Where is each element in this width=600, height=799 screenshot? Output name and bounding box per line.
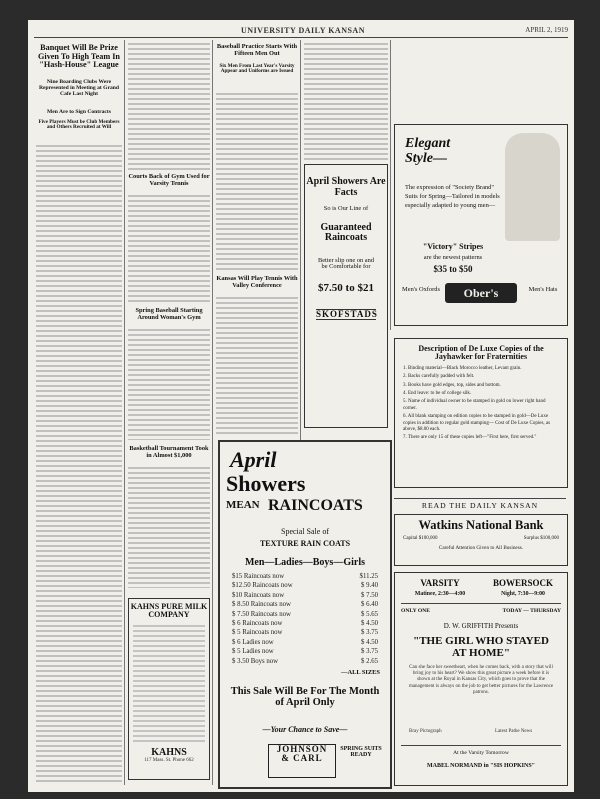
price-row-value: $ 6.40 (361, 601, 378, 609)
bank-surplus: Surplus $100,000 (523, 536, 559, 542)
bowersock-time: Night, 7:30—9:00 (501, 591, 545, 597)
price-row-value: $ 7.50 (361, 591, 378, 599)
kahns-ad-title: KAHNS PURE MILK COMPANY (130, 602, 208, 620)
price-row (232, 657, 378, 666)
bank-capital: Capital $100,000 (403, 536, 438, 542)
newspaper-page (28, 20, 574, 792)
deluxe-item: 6. All blank stamping on edition copies to be stamped in gold—De Luxe copies in addition to regular gold stamping— Cost of De Luxe Copies, as above, $8.00 each. (403, 414, 551, 433)
ad-raincoats: RAINCOATS (268, 497, 363, 514)
price-row (232, 647, 378, 656)
skofstads-logo: SKOFSTADS (316, 308, 378, 319)
deluxe-item: 2. Backs carefully padded with felt. (403, 374, 475, 380)
showers-line-1: April Showers Are Facts (306, 176, 386, 198)
price-row-label: $ 6 Raincoats now (232, 620, 283, 628)
showers-line-3: Guaranteed Raincoats (320, 221, 372, 244)
col2-headline-basketball: Basketball Tournament Took in Almost $1,000 (129, 445, 209, 459)
masthead-date: APRIL 2, 1919 (525, 26, 568, 34)
price-row-value: $11.25 (359, 573, 378, 580)
bank-name: Watkins National Bank (418, 518, 544, 532)
today-only: ONLY ONE (401, 608, 430, 614)
elegant-tag: are the newest patterns (423, 254, 483, 261)
johnson-carl-raincoat-ad (218, 440, 392, 789)
watkins-bank-ad (394, 514, 568, 566)
tomorrow-star: MABEL NORMAND in "SIS HOPKINS" (426, 763, 535, 769)
griffith-presents: D. W. GRIFFITH Presents (443, 622, 519, 630)
deluxe-item: 7. There are only 15 of these copies left—"First here, first served." (403, 435, 537, 441)
johnson-carl-logo (268, 744, 336, 778)
col2-body-text-baseball (128, 328, 210, 440)
col2-body-text-top (128, 42, 210, 170)
ad-good-for-april: This Sale Will Be For The Month of April Only (230, 686, 380, 709)
jayhawker-deluxe-notice (394, 338, 568, 488)
col2-headline-tennis: Courts Back of Gym Used for Varsity Tennis (128, 173, 210, 187)
col3-headline-tennis: Kansas Will Play Tennis With Valley Conference (216, 275, 298, 289)
gentleman-illustration (505, 133, 560, 241)
today-thursday: TODAY — THURSDAY (502, 608, 561, 614)
price-row-label: $ 3.50 Boys now (232, 657, 279, 665)
section-rule (394, 498, 566, 499)
price-row (232, 572, 378, 581)
col1-subhead: Nine Boarding Clubs Were Represented in Meeting at Grand Cafe Last Night (38, 79, 120, 97)
varsity-time: Matinee, 2:30—4:00 (414, 591, 466, 597)
price-row-label: $10 Raincoats now (232, 591, 285, 599)
bray-pictograph: Bray Pictograph (409, 729, 442, 734)
deluxe-item: 1. Binding material—Black Morocco leather, Levant grain. (403, 365, 522, 371)
price-row-label: $ 8.50 Raincoats now (232, 601, 291, 609)
bank-figures (395, 532, 567, 541)
col2-body-text-basketball (128, 466, 210, 588)
col3-body-text-tennis (216, 296, 298, 436)
price-row-label: $ 5 Raincoats now (232, 629, 283, 637)
theater-rule-2 (401, 745, 561, 746)
deluxe-item: 5. Name of individual owner to be stamped in gold on lower right hand corner. (403, 399, 546, 411)
ad-sizes: —ALL SIZES (341, 669, 380, 676)
showers-line-4: Better slip one on and be Comfortable for (317, 256, 375, 271)
elegant-style-ad (394, 124, 568, 326)
masthead-rule (34, 37, 568, 38)
price-row-label: $ 5 Ladies now (232, 648, 274, 656)
elegant-stripes: "Victory" Stripes (422, 242, 484, 251)
elegant-price: $35 to $50 (433, 264, 473, 274)
col1-subhead-3: Five Players Must be Club Members and Others Recruited at Will (38, 119, 120, 131)
skofstads-raincoat-ad (304, 164, 388, 428)
theater-ad (394, 572, 568, 786)
deluxe-list (395, 366, 567, 442)
price-row (232, 591, 378, 600)
column-rule (124, 40, 125, 785)
column-rule (212, 40, 213, 785)
masthead-title: UNIVERSITY DAILY KANSAN (241, 26, 365, 35)
elegant-text: The expression of "Society Brand" Suits for Spring—Tailored in models especially adapted to young men— (405, 184, 500, 209)
ad-chance: —Your Chance to Save— (262, 725, 348, 734)
column-rule (300, 40, 301, 440)
pathe-news: Latest Pathe News (495, 729, 533, 734)
bank-attention: Careful Attention Given to All Business. (438, 545, 524, 552)
price-row-label: $ 7.50 Raincoats now (232, 610, 291, 618)
elegant-hats: Men's Hats (528, 286, 558, 293)
kahns-ad-sign: KAHNS (151, 746, 187, 758)
col2-headline-baseball: Spring Baseball Starting Around Woman's Gym (135, 307, 203, 321)
page-number (38, 26, 98, 34)
price-row (232, 638, 378, 647)
ad-special: Special Sale of (281, 527, 329, 536)
deluxe-item: 4. End leave: to be of college silk. (403, 391, 472, 396)
price-row-label: $12.50 Raincoats now (232, 582, 293, 590)
price-table (232, 572, 378, 666)
theater-rule (401, 603, 561, 604)
price-row-value: $ 3.75 (361, 629, 378, 637)
price-row-value: $ 2.65 (361, 657, 378, 665)
deluxe-title: Description of De Luxe Copies of the Jayhawker for Fraternities (418, 344, 544, 362)
ad-mean: MEAN (226, 499, 260, 511)
col3-headline: Baseball Practice Starts With Fifteen Men Out (216, 43, 298, 57)
elegant-oxfords: Men's Oxfords (402, 286, 440, 293)
deluxe-item: 3. Books have gold edges, top, sides and bottom. (403, 382, 501, 388)
ad-spring-suits: SPRING SUITS READY (340, 746, 382, 759)
price-row-value: $ 9.40 (361, 582, 378, 590)
elegant-title: Elegant Style— (405, 136, 451, 166)
col1-headline: Banquet Will Be Prize Given To High Team In "Hash-House" League (38, 43, 120, 70)
col2-body-text-tennis (128, 194, 210, 302)
ad-categories: Men—Ladies—Boys—Girls (244, 557, 365, 568)
movie-blurb: Can she face her sweetheart, when he comes back, with a story that will bring joy to his heart? We show this great picture a week before it is shown at the Royal in Kansas City, which goes to prove that the management is always on the job to get better pictures for the Lawrence patrons. (408, 665, 554, 695)
kahns-ad-text (133, 624, 205, 744)
ad-texture: TEXTURE RAIN COATS (259, 539, 351, 548)
price-row-value: $ 4.50 (361, 620, 378, 628)
obers-logo: Ober's (445, 283, 517, 303)
bowersock-name: BOWERSOCK (492, 578, 553, 588)
col3-subhead: Six Men From Last Year's Varsity Appear and Uniforms are Issued (219, 63, 295, 75)
col1-subhead-2: Men Are to Sign Contracts (47, 109, 111, 115)
price-row (232, 619, 378, 628)
ad-april: April (230, 447, 277, 472)
column-rule (390, 40, 391, 330)
read-the-kansan: READ THE DAILY KANSAN (421, 501, 539, 510)
col3-body-text (216, 92, 298, 270)
price-row (232, 600, 378, 609)
price-row-value: $ 3.75 (361, 648, 378, 656)
kahns-milk-ad (128, 598, 210, 780)
showers-line-2: So is Our Line of (323, 205, 369, 212)
varsity-name: VARSITY (420, 578, 460, 588)
col4-body-text (304, 42, 388, 160)
ad-showers: Showers (226, 471, 306, 496)
price-row-label: $15 Raincoats now (232, 573, 285, 580)
movie-title: "THE GIRL WHO STAYED AT HOME" (413, 635, 549, 659)
price-row (232, 581, 378, 590)
price-row (232, 628, 378, 637)
price-row (232, 610, 378, 619)
showers-price: $7.50 to $21 (318, 282, 374, 295)
logo-johnson: JOHNSON (276, 744, 328, 754)
price-row-label: $ 6 Ladies now (232, 638, 274, 646)
logo-carl: & CARL (281, 753, 323, 764)
tomorrow-label: At the Varsity Tomorrow (453, 750, 509, 756)
price-row-value: $ 5.65 (361, 610, 378, 618)
price-row-value: $ 4.50 (361, 638, 378, 646)
col1-body-text (36, 144, 122, 784)
kahns-ad-address: 117 Mass. St. Phone 662 (144, 758, 194, 764)
